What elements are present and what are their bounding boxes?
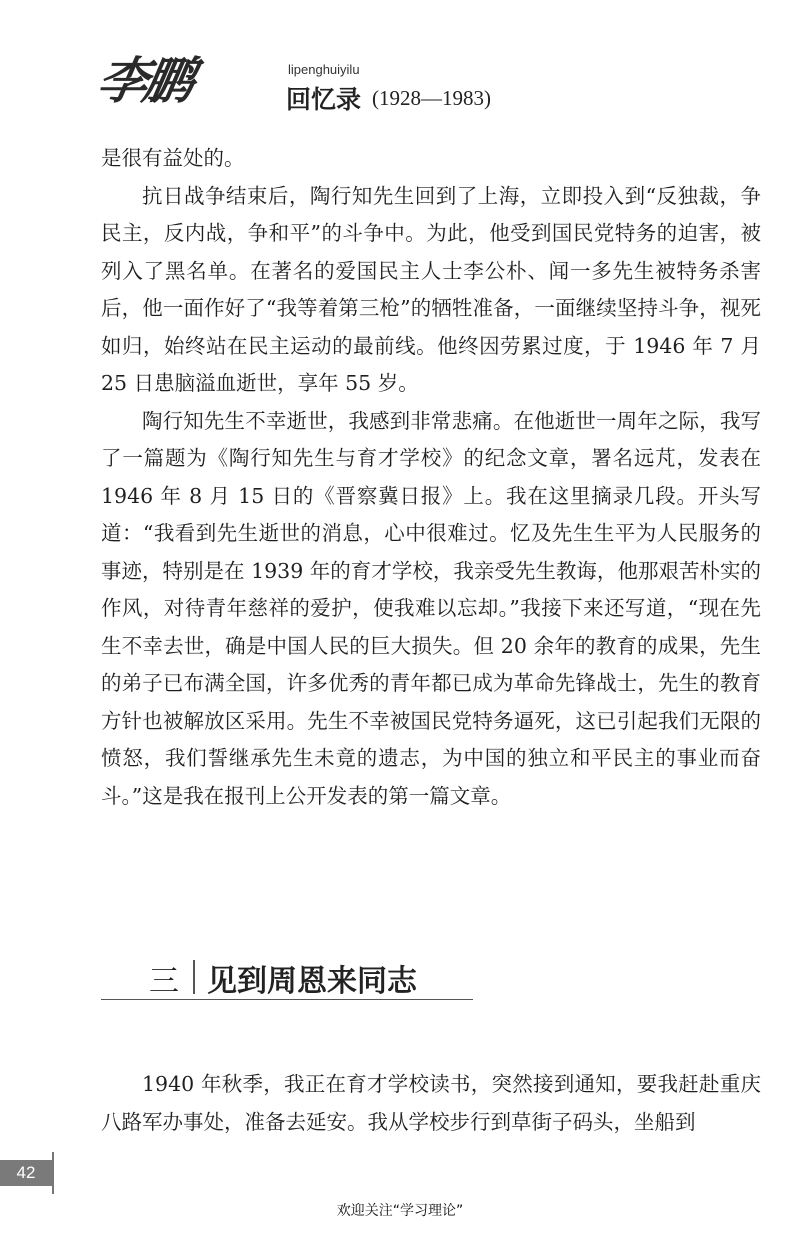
body-text-block-2 (101, 1066, 761, 1141)
page-number-divider (52, 1152, 54, 1194)
paragraph: 陶行知先生不幸逝世，我感到非常悲痛。在他逝世一周年之际，我写了一篇题为《陶行知先生与育才学校》的纪念文章，署名远芃，发表在 1946 年 8 月 15 日的《晋察冀日报》上。我在这里摘录几段。开头写道：“我看到先生逝世的消息，心中很难过。忆及先生生平为人民服务的事迹，特别是在 1939 年的育才学校，我亲受先生教诲，他那艰苦朴实的作风，对待青年慈祥的爱护，使我难以忘却。”我接下来还写道，“现在先生不幸去世，确是中国人民的巨大损失。但 20 余年的教育的成果，先生的弟子已布满全国，许多优秀的青年都已成为革命先锋战士，先生的教育方针也被解放区采用。先生不幸被国民党特务逼死，这已引起我们无限的愤怒，我们誓继承先生未竟的遗志，为中国的独立和平民主的事业而奋斗。”这是我在报刊上公开发表的第一篇文章。 (101, 408, 761, 808)
body-text-block (101, 140, 761, 815)
section-title: 见到周恩来同志 (207, 964, 417, 999)
section-divider (193, 960, 195, 994)
paragraph: 是很有益处的。 (101, 146, 245, 170)
section-underline (101, 999, 473, 1001)
header-memoir-label: 回忆录 (286, 85, 362, 114)
paragraph: 1940 年秋季，我正在育才学校读书，突然接到通知，要我赶赴重庆八路军办事处，准备去延安。我从学校步行到草街子码头，坐船到 (101, 1072, 761, 1134)
header-pinyin: lipenghuiyilu (288, 62, 360, 77)
paragraph: 抗日战争结束后，陶行知先生回到了上海，立即投入到“反独裁，争民主，反内战，争和平”的斗争中。为此，他受到国民党特务的迫害，被列入了黑名单。在著名的爱国民主人士李公朴、闻一多先生被特务杀害后，他一面作好了“我等着第三枪”的牺牲准备，一面继续坚持斗争，视死如归，始终站在民主运动的最前线。他终因劳累过度，于 1946 年 7 月 25 日患脑溢血逝世，享年 55 岁。 (101, 183, 761, 395)
header-years: (1928—1983) (372, 86, 491, 110)
section-heading (101, 950, 473, 1000)
author-calligraphy-logo: 李鹏 (92, 51, 196, 110)
running-header (92, 51, 518, 122)
page-number: 42 (0, 1160, 52, 1186)
section-number: 三 (149, 964, 179, 999)
footer-watermark-text: 欢迎关注“学习理论” (336, 1203, 464, 1219)
